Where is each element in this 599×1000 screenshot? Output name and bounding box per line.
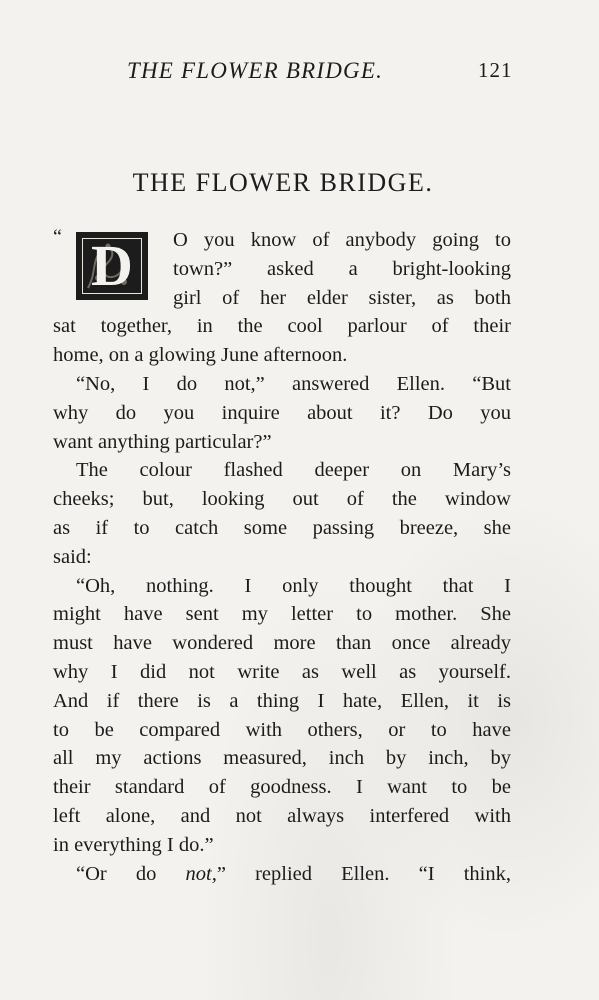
text-line: O you know of anybody going to [173,229,511,251]
drop-cap-letter: D [91,233,133,298]
text-line: sat together, in the cool parlour of their [53,315,511,338]
text-line: “Oh, nothing. I only thought that I [76,574,511,597]
text-line: girl of her elder sister, as both [173,286,511,309]
text-line: all my actions measured, inch by inch, by [53,747,511,770]
text-segment: “Or do [76,862,186,885]
text-line: And if there is a thing I hate, Ellen, it is [53,689,511,712]
text-line: in everything I do.” [53,833,214,856]
text-line-last [53,860,511,889]
chapter-title: THE FLOWER BRIDGE. [132,168,434,197]
text-line: their standard of goodness. I want to be [53,776,511,799]
opening-quote: “ [53,226,62,248]
text-line: said: [53,545,92,568]
running-head-title: THE FLOWER BRIDGE. [127,58,384,83]
text-line: as if to catch some passing breeze, she [53,516,511,539]
text-line: might have sent my letter to mother. She [53,603,511,626]
text-line: town?” asked a bright-looking [173,257,511,280]
text-line: want anything particular?” [53,430,272,453]
text-line: “No, I do not,” answered Ellen. “But [76,372,511,395]
text-line: The colour flashed deeper on Mary’s [76,459,511,482]
text-line: left alone, and not always interfered with [53,804,511,827]
running-head [0,52,599,88]
text-line: why do you inquire about it? Do you [53,401,511,424]
text-line: to be compared with others, or to have [53,718,511,741]
emphasized-word: not, [185,862,217,885]
text-line: home, on a glowing June afternoon. [53,344,348,367]
body-text [53,226,511,888]
text-line: why I did not write as well as yourself. [53,660,511,683]
text-line: must have wondered more than once already [53,632,511,655]
page-number: 121 [478,58,513,82]
text-line: cheeks; but, looking out of the window [53,488,511,511]
text-segment: ” replied Ellen. “I think, [216,862,511,885]
